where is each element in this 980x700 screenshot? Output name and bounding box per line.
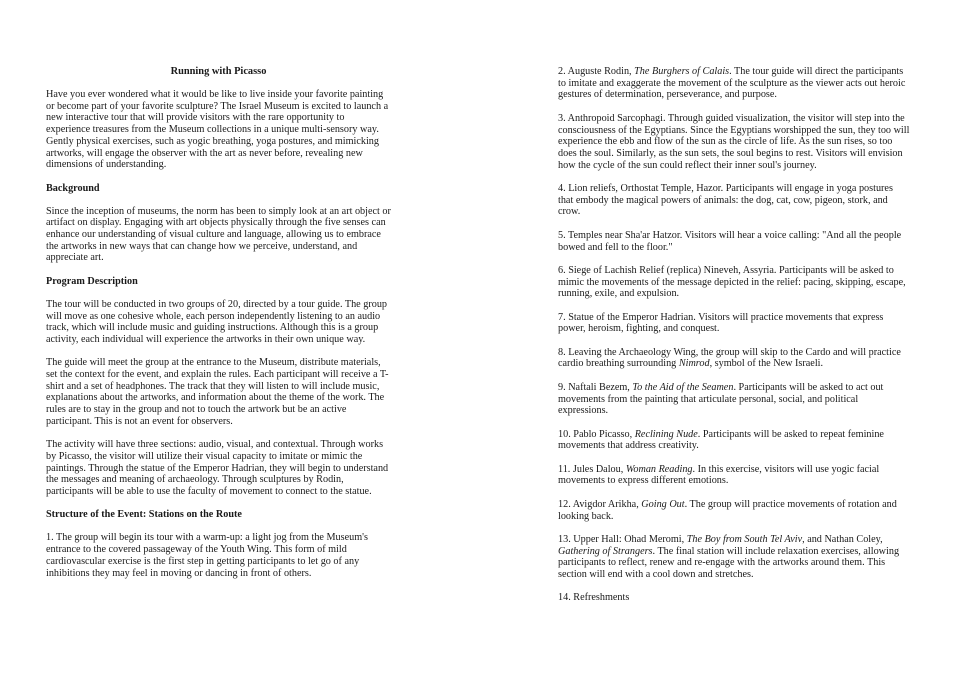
artwork-title: Woman Reading xyxy=(625,463,693,475)
station-9: 9. Naftali Bezem, To the Aid of the Seamen. Participants will be asked to act out movements from the painting that articulate personal, social, and political expressions. xyxy=(558,381,884,417)
station-12: 12. Avigdor Arikha, Going Out. The group will practice movements of rotation and looking back. xyxy=(558,498,897,522)
document-title: Running with Picasso xyxy=(170,66,267,77)
station-7: 7. Statue of the Emperor Hadrian. Visitors will practice movements that express power, heroism, fighting, and conquest. xyxy=(558,311,884,335)
right-column xyxy=(558,66,910,616)
station-2: 2. Auguste Rodin, The Burghers of Calais. The tour guide will direct the participants to imitate and exaggerate the movement of the sculpture as the viewer acts out heroic gestures of determination, perseverance, and purpose. xyxy=(558,66,906,101)
artwork-title: The Boy from South Tel Aviv xyxy=(686,533,803,545)
intro-paragraph: Have you ever wondered what it would be like to live inside your favorite painting or become part of your favorite sculpture? The Israel Museum is excited to launch a new interactive tour that will provide visitors with the rare opportunity to experience treasures from the Museum collections in a unique multi-sensory way. Gently physical exercises, such as yogic breathing, yoga postures, and mimicking artworks, will engage the observer with the art as never before, revealing new dimensions of understanding. xyxy=(46,89,389,171)
background-heading: Background xyxy=(46,182,100,194)
station-3: 3. Anthropoid Sarcophagi. Through guided visualization, the visitor will step into the consciousness of the Egyptians. Since the Egyptians worshipped the sun, they too will experience the ebb and flow of the sun as the circle of life. As the sun rises, so too does the soul. Similarly, as the sun sets, the soul begins to rest. Visitors will envision how the cycle of the sun could reflect their inner soul's journey. xyxy=(558,112,910,171)
artwork-title: Reclining Nude xyxy=(634,428,698,440)
station-14: 14. Refreshments xyxy=(558,592,630,604)
structure-heading: Structure of the Event: Stations on the Route xyxy=(46,509,242,521)
station-10: 10. Pablo Picasso, Reclining Nude. Participants will be asked to repeat feminine movements that address creativity. xyxy=(558,428,884,452)
program-paragraph-3: The activity will have three sections: audio, visual, and contextual. Through works by Picasso, the visitor will utilize their visual capacity to imitate or mimic the paintings. Through the statue of the Emperor Hadrian, they will begin to understand the messages and meaning of archaeology. Through sculptures by Rodin, participants will be able to use the faculty of movement to connect to the statue. xyxy=(46,439,389,498)
artwork-title: To the Aid of the Seamen xyxy=(632,381,734,393)
program-paragraph-2: The guide will meet the group at the entrance to the Museum, distribute materials, set the context for the event, and explain the rules. Each participant will receive a T-shirt and a set of headphones. The track that they will listen to will include music, explanations about the artworks, and information about the theme of the work. The rules are to stay in the group and not to touch the artwork but be an active participant. This is not an event for observers. xyxy=(46,357,389,427)
station-4: 4. Lion reliefs, Orthostat Temple, Hazor. Participants will engage in yoga postures that embody the magical powers of animals: the dog, cat, cow, pigeon, stork, and crow. xyxy=(558,183,893,218)
station-8: 8. Leaving the Archaeology Wing, the group will skip to the Cardo and will practice cardio breathing surrounding Nimrod, symbol of the New Israeli. xyxy=(558,346,901,370)
artwork-title: Gathering of Strangers xyxy=(558,545,653,557)
program-paragraph-1: The tour will be conducted in two groups of 20, directed by a tour guide. The group will move as one cohesive whole, each person independently listening to an audio track, which will include music and guiding instructions. Although this is a group activity, each individual will experience the artworks in their own unique way. xyxy=(46,298,388,345)
station-5: 5. Temples near Sha'ar Hatzor. Visitors will hear a voice calling: "And all the people bowed and fell to the floor." xyxy=(558,229,902,253)
station-1: 1. The group will begin its tour with a warm-up: a light jog from the Museum's entrance to the covered passageway of the Youth Wing. This form of mild cardiovascular exercise is the first step in getting participants to let go of any inhibitions they may feel in moving or dancing in front of others. xyxy=(46,532,368,579)
left-column xyxy=(46,66,391,591)
station-11: 11. Jules Dalou, Woman Reading. In this exercise, visitors will use yogic facial movements to express different emotions. xyxy=(558,463,880,487)
program-heading: Program Description xyxy=(46,275,138,287)
station-13: 13. Upper Hall: Ohad Meromi, The Boy from South Tel Aviv, and Nathan Coley, Gathering of Strangers. The final station will include relaxation exercises, allowing participants to reflect, renew and re-engage with the artworks around them. This section will end with a cool down and stretches. xyxy=(558,533,900,581)
artwork-title: Nimrod xyxy=(678,358,710,370)
artwork-title: Going Out xyxy=(641,498,685,510)
station-6: 6. Siege of Lachish Relief (replica) Nineveh, Assyria. Participants will be asked to mimic the movements of the message depicted in the relief: pacing, skipping, escape, running, exile, and expulsion. xyxy=(558,264,906,300)
artwork-title: The Burghers of Calais xyxy=(634,66,730,77)
background-paragraph: Since the inception of museums, the norm has been to simply look at an art object or artifact on display. Engaging with art objects physically through the five senses can enhance our understanding of visual culture and language, allowing us to embrace the artworks in new ways that can change how we perceive, understand, and appreciate art. xyxy=(46,205,391,264)
